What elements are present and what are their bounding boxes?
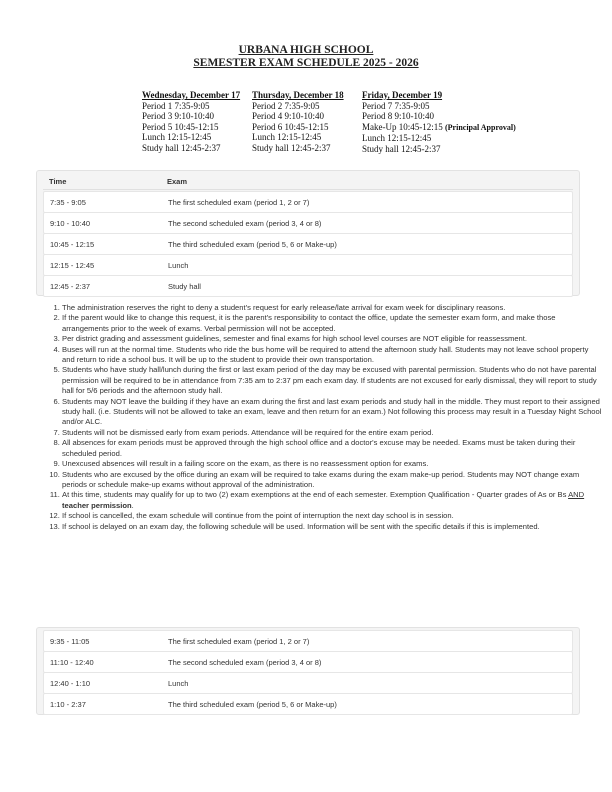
schedule-row: Period 8 9:10-10:40 bbox=[362, 111, 434, 122]
day-heading: Friday, December 19 bbox=[362, 90, 443, 100]
delay-schedule-table bbox=[36, 627, 580, 715]
exam-rules-list bbox=[44, 303, 602, 532]
schedule-row bbox=[362, 122, 516, 134]
schedule-title: SEMESTER EXAM SCHEDULE 2025 - 2026 bbox=[193, 57, 419, 69]
schedule-row: Period 1 7:35-9:05 bbox=[142, 100, 210, 111]
table-row bbox=[43, 212, 573, 234]
schedule-row: Period 7 7:35-9:05 bbox=[362, 100, 430, 111]
cell-time: 11:10 - 12:40 bbox=[50, 658, 94, 667]
rule-end: . bbox=[131, 500, 134, 510]
cell-exam: The first scheduled exam (period 1, 2 or 7) bbox=[168, 637, 310, 646]
day-heading: Wednesday, December 17 bbox=[142, 90, 241, 100]
cell-time: 12:15 - 12:45 bbox=[50, 261, 95, 270]
rule-item-exemptions bbox=[62, 490, 602, 511]
day-heading: Thursday, December 18 bbox=[252, 90, 344, 100]
school-title: URBANA HIGH SCHOOL bbox=[238, 44, 374, 56]
makeup-time: Make-Up 10:45-12:15 bbox=[362, 121, 443, 132]
teacher-permission: teacher permission bbox=[62, 500, 132, 510]
cell-exam: The second scheduled exam (period 3, 4 or 8) bbox=[168, 219, 322, 228]
cell-exam: The third scheduled exam (period 5, 6 or Make-up) bbox=[168, 700, 337, 709]
schedule-row: Period 2 7:35-9:05 bbox=[252, 100, 320, 111]
cell-exam: The third scheduled exam (period 5, 6 or Make-up) bbox=[168, 240, 337, 249]
schedule-row: Period 4 9:10-10:40 bbox=[252, 111, 324, 122]
day-wednesday bbox=[142, 90, 240, 154]
schedule-row: Lunch 12:15-12:45 bbox=[142, 132, 212, 143]
rule-item: 6. Students may NOT leave the building if they have an exam during the first and last exam periods and study hall in the middle. They must report to their assigned study hall. (i.e. Students will not be allowed to take an exam, leave and then return for an exam.) Not following this process may result in a Tuesday Night School and/or ALC. bbox=[62, 397, 602, 428]
schedule-row: Period 3 9:10-10:40 bbox=[142, 111, 214, 122]
schedule-row: Study hall 12:45-2:37 bbox=[362, 143, 441, 154]
cell-time: 12:45 - 2:37 bbox=[50, 282, 91, 291]
cell-time: 1:10 - 2:37 bbox=[50, 700, 86, 709]
cell-exam: Study hall bbox=[168, 282, 201, 291]
cell-exam: Lunch bbox=[168, 261, 189, 270]
rule-item: 8. All absences for exam periods must be approved through the high school office and a doctor's excuse may be needed. Exams must be taken during their scheduled period. bbox=[62, 438, 602, 459]
table-row bbox=[43, 672, 573, 694]
header-time: Time bbox=[49, 177, 67, 186]
schedule-row: Lunch 12:15-12:45 bbox=[252, 132, 322, 143]
cell-time: 9:10 - 10:40 bbox=[50, 219, 91, 228]
day-friday bbox=[362, 90, 516, 155]
cell-time: 10:45 - 12:15 bbox=[50, 240, 95, 249]
schedule-row: Study hall 12:45-2:37 bbox=[142, 142, 221, 153]
day-thursday bbox=[252, 90, 344, 154]
schedule-row: Period 5 10:45-12:15 bbox=[142, 121, 219, 132]
table-row bbox=[43, 693, 573, 715]
rule-item: 1. The administration reserves the right to deny a student's request for early release/late arrival for exam week for disciplinary reasons. bbox=[62, 303, 602, 313]
cell-exam: The second scheduled exam (period 3, 4 or 8) bbox=[168, 658, 322, 667]
rule-item: 5. Students who have study hall/lunch during the first or last exam period of the day may be excused with parental permission. Students who do not have parental permission will be required to be in attendance from 7:35 am to 2:37 pm each exam day. If students are not excused for early dismissal, they will report to study hall for 5/6 periods and the afternoon study hall. bbox=[62, 365, 602, 396]
table-row bbox=[43, 275, 573, 297]
cell-time: 9:35 - 11:05 bbox=[50, 637, 90, 646]
exam-time-table bbox=[36, 170, 580, 296]
schedule-row: Period 6 10:45-12:15 bbox=[252, 121, 329, 132]
rule-item: 13. If school is delayed on an exam day, the following schedule will be used. Information will be sent with the specific details if this is implemented. bbox=[62, 522, 602, 532]
table-row bbox=[43, 630, 573, 652]
rule-item: 4. Buses will run at the normal time. Students who ride the bus home will be required to attend the afternoon study hall. Students may not leave school property and return to ride a school bus. It will be up to the student to provide their own transportation. bbox=[62, 345, 602, 366]
table-row bbox=[43, 191, 573, 213]
rule-item: 10. Students who are excused by the office during an exam will be required to take exams during the exam make-up period. Students may NOT change exam periods or schedule make-up exams without approval of the administration. bbox=[62, 470, 602, 491]
rule-item: 12. If school is cancelled, the exam schedule will continue from the point of interruption the next day school is in session. bbox=[62, 511, 602, 521]
rule-item: 7. Students will not be dismissed early from exam periods. Attendance will be required for the entire exam period. bbox=[62, 428, 602, 438]
cell-exam: The first scheduled exam (period 1, 2 or 7) bbox=[168, 198, 310, 207]
table-header bbox=[43, 171, 573, 190]
schedule-row: Lunch 12:15-12:45 bbox=[362, 133, 432, 144]
schedule-row: Study hall 12:45-2:37 bbox=[252, 142, 331, 153]
and-emphasis: AND bbox=[568, 490, 585, 500]
rule-item: 2. If the parent would like to change this request, it is the parent's responsibility to contact the office, update the semester exam form, and make those arrangements prior to the week of exams. Verbal permission will not be accepted. bbox=[62, 313, 602, 334]
cell-exam: Lunch bbox=[168, 679, 189, 688]
table-row bbox=[43, 254, 573, 276]
cell-time: 7:35 - 9:05 bbox=[50, 198, 86, 207]
rule-item: 9. Unexcused absences will result in a failing score on the exam, as there is no reassessment option for exams. bbox=[62, 459, 602, 469]
header-exam: Exam bbox=[167, 177, 188, 186]
rule-text: At this time, students may qualify for up to two (2) exam exemptions at the end of each semester. Exemption Qualification - Quarter grades of As or Bs bbox=[62, 490, 569, 500]
table-row bbox=[43, 651, 573, 673]
table-row bbox=[43, 233, 573, 255]
principal-approval-note: (Principal Approval) bbox=[445, 122, 516, 132]
rule-item: 3. Per district grading and assessment guidelines, semester and final exams for high school level courses are NOT eligible for reassessment. bbox=[62, 334, 602, 344]
cell-time: 12:40 - 1:10 bbox=[50, 679, 91, 688]
